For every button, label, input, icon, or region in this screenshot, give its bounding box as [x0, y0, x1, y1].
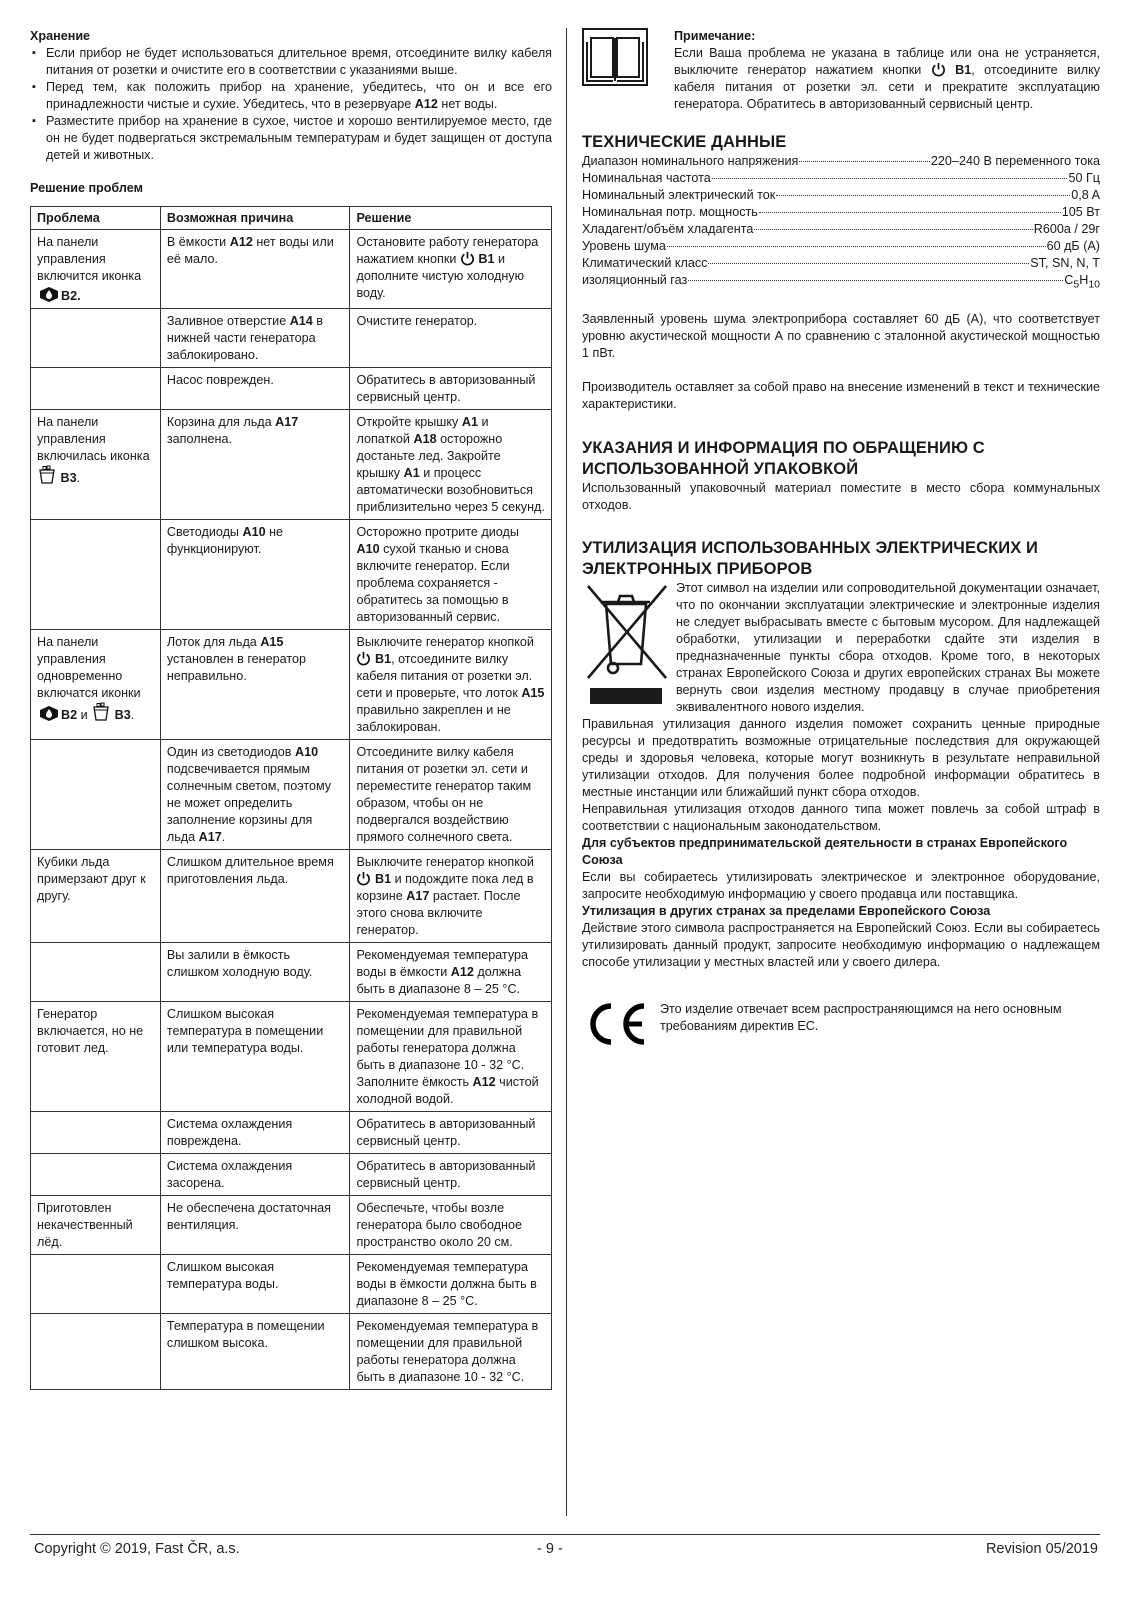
- footer-revision: Revision 05/2019: [985, 1541, 1098, 1557]
- water-drop-tank-icon: [37, 285, 61, 303]
- table-row: [31, 1314, 552, 1390]
- solution-cell: Очистите генератор.: [350, 309, 552, 368]
- table-row: [31, 1196, 552, 1255]
- problem-cell: На панели управления включится иконка B2.: [31, 230, 161, 309]
- cause-cell: Не обеспечена достаточная вентиляция.: [160, 1196, 350, 1255]
- ce-block: [582, 999, 1100, 1047]
- header-problem: Проблема: [31, 207, 161, 230]
- table-row: [31, 520, 552, 630]
- solution-cell: Обратитесь в авторизованный сервисный центр.: [350, 368, 552, 410]
- power-icon: [356, 651, 371, 666]
- water-drop-tank-icon: [37, 704, 61, 722]
- problem-cell: Кубики льда примерзают друг к другу.: [31, 850, 161, 943]
- tech-spec-value: $C_5H_{10}$: [1064, 273, 1100, 291]
- tech-spec-row: [582, 204, 1100, 221]
- cause-cell: Лоток для льда A15 установлен в генератор неправильно.: [160, 630, 350, 740]
- tech-title: ТЕХНИЧЕСКИЕ ДАННЫЕ: [582, 133, 787, 151]
- weee-paragraph-1: Этот символ на изделии или сопроводительной документации означает, что по окончании эксплуатации электрические и электронные изделия не следует выбрасывать вместе с бытовым мусором. Для надлежащей обработки, утилизации и переработки сдайте эти изделия в предназначенные пункты сбора отходов. Кроме того, в некоторых странах Европейского Союза и других европейских странах Вы можете вернуть свои изделия местному продавцу в случае приобретения эквивалентного нового изделия.: [676, 580, 1100, 714]
- tech-spec-value: 0,8 A: [1071, 188, 1100, 202]
- solution-cell: Рекомендуемая температура воды в ёмкости A12 должна быть в диапазоне 8 – 25 °C.: [350, 943, 552, 1002]
- storage-bullet: ▪ Разместите прибор на хранение в сухое, чистое и хорошо вентилируемое место, где он не будет подвергаться экстремальным температурам и будет защищен от доступа детей и животных.: [30, 113, 552, 164]
- dot-leader: [667, 246, 1046, 247]
- solution-cell: Рекомендуемая температура в помещении для правильной работы генератора должна быть в диапазоне 10 - 32 °C.: [350, 1314, 552, 1390]
- tech-spec-value: 50 Гц: [1068, 171, 1100, 185]
- left-column: [30, 28, 552, 1390]
- troubleshooting-table: [30, 206, 552, 1390]
- solution-cell: Остановите работу генератора нажатием кнопки B1 и дополните чистую холодную воду.: [350, 230, 552, 309]
- table-row: [31, 1255, 552, 1314]
- solution-cell: Выключите генератор кнопкой B1, отсоедините вилку кабеля питания от розетки эл. сети и проверьте, что лоток A15 правильно закреплен и не заблокирован.: [350, 630, 552, 740]
- cause-cell: Один из светодиодов A10 подсвечивается прямым солнечным светом, поэтому не может определить заполнение корзины для льда A17.: [160, 740, 350, 850]
- table-row: [31, 943, 552, 1002]
- cause-cell: Корзина для льда A17 заполнена.: [160, 410, 350, 520]
- tech-spec-row: [582, 272, 1100, 294]
- weee-paragraph-2: Правильная утилизация данного изделия поможет сохранить ценные природные ресурсы и предотвратить возможные отрицательные последствия для окружающей среды и здоровья человека, которые могут возникнуть в результате неправильной утилизации отходов. Для получения более подробной информации обратитесь в местные инстанции или ближайший пункт сбора отходов.: [582, 716, 1100, 799]
- problem-cell-empty: [31, 368, 161, 410]
- problem-cell: На панели управления включилась иконка B3.: [31, 410, 161, 520]
- weee-eu-text: Если вы собираетесь утилизировать электрическое и электронное оборудование, запросите необходимую информацию у своего продавца или поставщика.: [582, 869, 1100, 901]
- dot-leader: [759, 212, 1061, 213]
- column-divider: [566, 28, 567, 1516]
- table-header-row: [31, 207, 552, 230]
- tech-spec-row: [582, 238, 1100, 255]
- cause-cell: Система охлаждения повреждена.: [160, 1112, 350, 1154]
- table-row: [31, 410, 552, 520]
- weee-block: [582, 580, 1100, 971]
- weee-other-heading: Утилизация в других странах за пределами Европейского Союза: [582, 903, 991, 918]
- cause-cell: Насос поврежден.: [160, 368, 350, 410]
- solution-cell: Откройте крышку A1 и лопаткой A18 осторожно достаньте лед. Закройте крышку A1 и процесс автоматически возобновиться приблизительно через 5 секунд.: [350, 410, 552, 520]
- cause-cell: Температура в помещении слишком высока.: [160, 1314, 350, 1390]
- solution-cell: Обратитесь в авторизованный сервисный центр.: [350, 1112, 552, 1154]
- tech-spec-row: [582, 153, 1100, 170]
- dot-leader: [708, 263, 1029, 264]
- ce-text: Это изделие отвечает всем распространяющимся на него основным требованиям директив ЕС.: [660, 1001, 1062, 1033]
- problem-cell-empty: [31, 943, 161, 1002]
- table-row: [31, 850, 552, 943]
- solution-cell: Отсоедините вилку кабеля питания от розетки эл. сети и переместите генератор таким образом, чтобы он не подвергался воздействию прямого солнечного света.: [350, 740, 552, 850]
- tech-spec-value: R600a / 29г: [1033, 222, 1100, 236]
- storage-bullet: ▪ Если прибор не будет использоваться длительное время, отсоедините вилку кабеля питания от розетки и очистите его в соответствии с указаниями выше.: [30, 45, 552, 79]
- table-row: [31, 630, 552, 740]
- cause-cell: Вы залили в ёмкость слишком холодную воду.: [160, 943, 350, 1002]
- tech-specs-list: [582, 153, 1100, 294]
- solution-cell: Обратитесь в авторизованный сервисный центр.: [350, 1154, 552, 1196]
- tech-spec-label: Номинальная частота: [582, 171, 711, 185]
- problem-cell-empty: [31, 1154, 161, 1196]
- cause-cell: Слишком высокая температура воды.: [160, 1255, 350, 1314]
- dot-leader: [776, 195, 1070, 196]
- dot-leader: [688, 280, 1063, 281]
- solution-cell: Рекомендуемая температура в помещении для правильной работы генератора должна быть в диапазоне 10 - 32 °C. Заполните ёмкость A12 чистой холодной водой.: [350, 1002, 552, 1112]
- cause-cell: В ёмкости A12 нет воды или её мало.: [160, 230, 350, 309]
- footer-page-number: - 9 -: [537, 1541, 563, 1557]
- problem-cell: Приготовлен некачественный лёд.: [31, 1196, 161, 1255]
- problem-cell-empty: [31, 520, 161, 630]
- tech-spec-value: 105 Вт: [1061, 205, 1100, 219]
- table-row: [31, 309, 552, 368]
- tech-spec-label: Диапазон номинального напряжения: [582, 154, 799, 168]
- problem-cell: На панели управления одновременно включатся иконки B2 и B3.: [31, 630, 161, 740]
- table-row: [31, 1154, 552, 1196]
- packaging-text: Использованный упаковочный материал поместите в место сбора коммунальных отходов.: [582, 480, 1100, 512]
- table-row: [31, 230, 552, 309]
- problem-cell-empty: [31, 740, 161, 850]
- header-solution: Решение: [350, 207, 552, 230]
- tech-spec-value: 60 дБ (A): [1046, 239, 1100, 253]
- tech-spec-label: Хладагент/объём хладагента: [582, 222, 754, 236]
- weee-paragraph-3: Неправильная утилизация отходов данного типа может повлечь за собой штраф в соответствии с национальным законодательством.: [582, 801, 1100, 833]
- problem-cell-empty: [31, 1255, 161, 1314]
- storage-bullet: ▪ Перед тем, как положить прибор на хранение, убедитесь, что он и все его принадлежности чистые и сухие. Убедитесь, что в резервуаре A12 нет воды.: [30, 79, 552, 113]
- cause-cell: Система охлаждения засорена.: [160, 1154, 350, 1196]
- ce-mark-icon: [582, 1001, 648, 1047]
- ice-bucket-icon: [91, 702, 111, 722]
- weee-eu-heading: Для субъектов предпринимательской деятельности в странах Европейского Союза: [582, 835, 1068, 867]
- packaging-title: УКАЗАНИЯ И ИНФОРМАЦИЯ ПО ОБРАЩЕНИЮ С ИСПОЛЬЗОВАННОЙ УПАКОВКОЙ: [582, 438, 985, 478]
- tech-spec-label: Номинальная потр. мощность: [582, 205, 758, 219]
- tech-spec-row: [582, 255, 1100, 272]
- dot-leader: [799, 161, 930, 162]
- tech-spec-row: [582, 187, 1100, 204]
- weee-other-text: Действие этого символа распространяется на Европейский Союз. Если вы собираетесь утилизировать данный продукт, запросите необходимую информацию о надлежащем способе утилизации у местных властей или у своего дилера.: [582, 920, 1100, 969]
- table-row: [31, 368, 552, 410]
- table-row: [31, 1112, 552, 1154]
- tech-spec-label: Уровень шума: [582, 239, 666, 253]
- rights-text: Производитель оставляет за собой право на внесение изменений в текст и технические характеристики.: [582, 379, 1100, 411]
- table-row: [31, 740, 552, 850]
- header-cause: Возможная причина: [160, 207, 350, 230]
- problem-cell-empty: [31, 309, 161, 368]
- tech-spec-row: [582, 170, 1100, 187]
- cause-cell: Заливное отверстие A14 в нижней части генератора заблокировано.: [160, 309, 350, 368]
- storage-list: [30, 45, 552, 164]
- noise-text: Заявленный уровень шума электроприбора составляет 60 дБ (A), что соответствует уровню акустической мощности А по сравнению с эталонной акустической мощностью 1 пВт.: [582, 311, 1100, 360]
- footer-copyright: Copyright © 2019, Fast ČR, a.s.: [34, 1541, 240, 1557]
- note-text-block: [674, 28, 1100, 113]
- weee-title: УТИЛИЗАЦИЯ ИСПОЛЬЗОВАННЫХ ЭЛЕКТРИЧЕСКИХ И ЭЛЕКТРОННЫХ ПРИБОРОВ: [582, 538, 1038, 578]
- tech-spec-label: Номинальный электрический ток: [582, 188, 776, 202]
- crossed-out-wheelie-bin-icon: [582, 580, 670, 710]
- tech-spec-label: изоляционный газ: [582, 273, 688, 287]
- problem-cell: Генератор включается, но не готовит лед.: [31, 1002, 161, 1112]
- troubleshooting-title: Решение проблем: [30, 181, 143, 195]
- tech-spec-row: [582, 221, 1100, 238]
- note-title: Примечание:: [674, 29, 756, 43]
- ice-bucket-icon: [37, 465, 57, 485]
- tech-spec-value: 220–240 В переменного тока: [930, 154, 1100, 168]
- solution-cell: Выключите генератор кнопкой B1 и подождите пока лед в корзине A17 растает. После этого снова включите генератор.: [350, 850, 552, 943]
- tech-spec-value: ST, SN, N, T: [1030, 256, 1100, 270]
- footer-divider: [30, 1534, 1100, 1535]
- problem-cell-empty: [31, 1112, 161, 1154]
- right-column: [582, 28, 1100, 1047]
- storage-title: Хранение: [30, 29, 91, 43]
- manual-book-icon: [582, 28, 648, 86]
- cause-cell: Слишком длительное время приготовления льда.: [160, 850, 350, 943]
- power-icon: [356, 871, 371, 886]
- table-row: [31, 1002, 552, 1112]
- cause-cell: Слишком высокая температура в помещении или температура воды.: [160, 1002, 350, 1112]
- note-text: Если Ваша проблема не указана в таблице или она не устраняется, выключите генератор нажатием кнопки B1, отсоедините вилку кабеля питания от розетки эл. сети и прекратите эксплуатацию генератора. Обратитесь в авторизованный сервисный центр.: [674, 46, 1101, 111]
- solution-cell: Обеспечьте, чтобы возле генератора было свободное пространство около 20 см.: [350, 1196, 552, 1255]
- solution-cell: Рекомендуемая температура воды в ёмкости должна быть в диапазоне 8 – 25 °C.: [350, 1255, 552, 1314]
- solution-cell: Осторожно протрите диоды A10 сухой тканью и снова включите генератор. Если проблема сохраняется - обратитесь за помощью в авторизованный сервис.: [350, 520, 552, 630]
- problem-cell-empty: [31, 1314, 161, 1390]
- dot-leader: [712, 178, 1068, 179]
- power-icon: [460, 251, 475, 266]
- dot-leader: [754, 229, 1032, 230]
- note-block: [582, 28, 1100, 118]
- cause-cell: Светодиоды A10 не функционируют.: [160, 520, 350, 630]
- tech-spec-label: Климатический класс: [582, 256, 708, 270]
- power-icon: [931, 62, 946, 77]
